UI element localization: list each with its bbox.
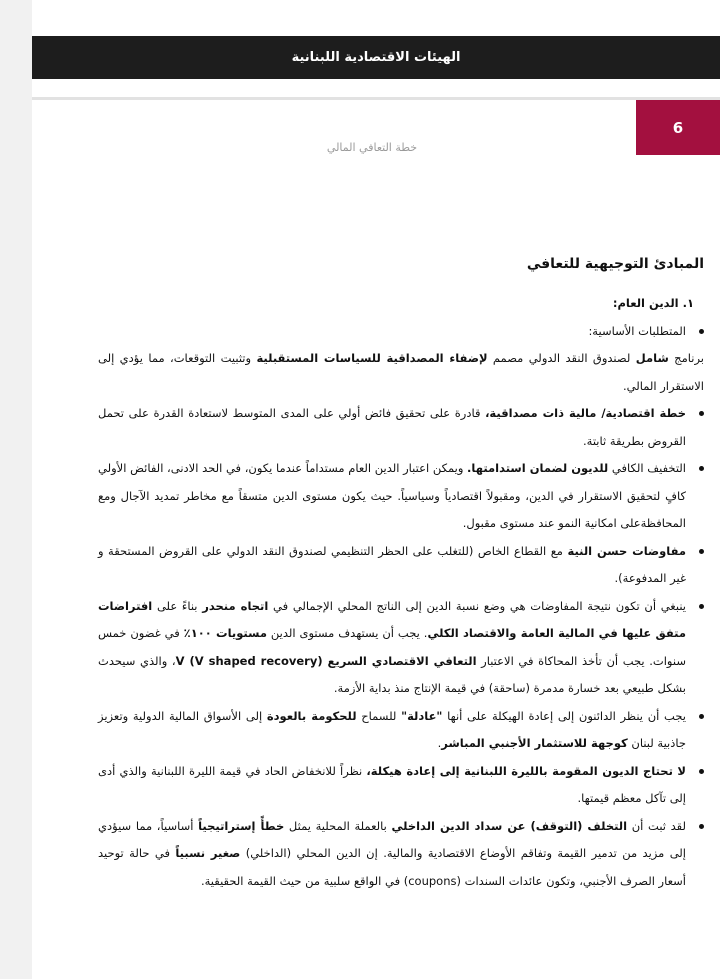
bold-text: اتجاه منحدر	[202, 598, 269, 613]
bold-text: لإضفاء المصداقية للسياسات المستقبلية	[256, 351, 488, 365]
bullet-icon	[699, 411, 704, 416]
text: التخفيف الكافي	[608, 461, 686, 475]
text: ويمكن اعتبار الدين العام مستداماً عندما يكون، في الحد الادنى، الفائض الأولي كافٍ لتحقيق الاستقرار في الدين، ومقبولاً اقتصادياً وسياسياً. حيث يكون مستوى الدين متسقاً مع مخاطر تمديد الآجال ومع المحافظةعلى امكانية النمو عند مستوى مقبول.	[98, 461, 686, 530]
bold-text: للحكومة بالعودة	[266, 708, 357, 723]
text: لقد ثبت أن	[627, 818, 686, 833]
bold-text: كوجهة للاستثمار الأجنبي المباشر	[441, 736, 628, 750]
document-page	[32, 0, 720, 979]
bold-text: خطة اقتصادية/ مالية ذات مصداقية،	[485, 406, 686, 420]
text: بناءً على	[152, 598, 203, 613]
bold-text: افتراضات متفق عليها في المالية العامة والاقتصاد الكلي	[98, 598, 686, 640]
list-item	[98, 703, 704, 758]
bold-text: للديون لضمان استدامتها.	[467, 461, 609, 475]
header-title: الهيئات الاقتصادية اللبنانية	[291, 50, 461, 65]
numbered-item-heading	[98, 290, 704, 318]
list-item	[98, 400, 704, 455]
bold-text: مستويات ١٠٠٪	[183, 626, 267, 640]
section-title: المبادئ التوجيهية للتعافي	[526, 256, 704, 272]
list-item	[98, 593, 704, 703]
text: ينبغي أن تكون نتيجة المفاوضات هي وضع نسبة الدين إلى الناتج المحلي الإجمالي في	[268, 598, 686, 613]
text: برنامج	[668, 351, 704, 365]
header-divider	[32, 97, 720, 100]
bold-text: خطأً إستراتيجياً	[198, 818, 285, 833]
list-item	[98, 813, 704, 896]
text: بالعملة المحلية يمثل	[284, 818, 392, 833]
item-number: ١.	[682, 296, 694, 310]
bullet-icon	[699, 604, 704, 609]
text: إلى الأسواق المالية الدولية وتعزيز جاذبية لبنان	[98, 708, 686, 750]
bullet-list	[98, 400, 704, 895]
bullet-icon	[699, 549, 704, 554]
item-heading-text: الدين العام:	[612, 296, 679, 310]
text: .	[437, 736, 442, 750]
document-subtitle: خطة التعافي المالي	[326, 141, 418, 154]
bullet-icon	[699, 769, 704, 774]
text: للسماح	[356, 708, 402, 723]
text: . يجب أن يستهدف مستوى الدين	[266, 626, 428, 640]
bullet-icon	[699, 714, 704, 719]
bullet-icon	[699, 466, 704, 471]
bold-text: مفاوضات حسن النية	[567, 543, 686, 558]
text: نظراً للانخفاض الحاد في قيمة الليرة اللبنانية والذي أدى إلى تآكل معظم قيمتها.	[98, 763, 686, 805]
list-item	[98, 455, 704, 538]
text: أساسياً، مما سيؤدي إلى مزيد من تدمير القيمة وتفاقم الأوضاع الاقتصادية والمالية. إن الدين المحلي (الداخلي)	[98, 818, 686, 860]
text: في غضون خمس سنوات. يجب أن تأخذ المحاكاة في الاعتبار	[98, 626, 686, 668]
content-body	[98, 250, 704, 895]
list-item	[98, 538, 704, 593]
page-number-badge	[636, 100, 720, 155]
bullet-icon	[699, 824, 704, 829]
text: في حالة توحيد أسعار الصرف الأجنبي، وتكون عائدات السندات (coupons) في الواقع سلبية من حيث القيمة الحقيقية.	[98, 846, 686, 888]
bold-text: التعافي الاقتصادي السريع (V shaped recovery) V	[175, 653, 477, 668]
list-item	[98, 318, 704, 346]
text: ، والذي سيحدث بشكل طبيعي بعد خسارة مدمرة (ساحقة) في قيمة الإنتاج منذ بداية الأزمة.	[98, 653, 686, 695]
text: قادرة على تحقيق فائض أولي على المدى المتوسط لاستعادة القدرة على تحمل القروض بطريقة ثابتة.	[98, 406, 686, 448]
text: مع القطاع الخاص (للتغلب على الحظر التنظيمي لصندوق النقد الدولي على القروض المستحقة و غير المدفوعة).	[98, 543, 686, 585]
text: يجب أن ينظر الدائنون إلى إعادة الهيكلة على أنها	[442, 708, 686, 723]
paragraph	[98, 345, 704, 400]
text: لصندوق النقد الدولي مصمم	[487, 351, 636, 365]
bullet-icon	[699, 329, 704, 334]
header-bar	[32, 36, 720, 79]
bullet-list	[98, 318, 704, 346]
bold-text: صغير نسبياً	[175, 846, 241, 860]
bold-text: "عادلة"	[401, 708, 443, 723]
bold-text: لا تحتاج الديون المقومة بالليرة اللبنانية إلى إعادة هيكلة،	[366, 763, 686, 778]
bold-text: شامل	[635, 351, 669, 365]
page-number: 6	[672, 118, 684, 137]
bold-text: التخلف (التوقف) عن سداد الدين الداخلي	[391, 818, 628, 833]
list-item	[98, 758, 704, 813]
text: المتطلبات الأساسية:	[588, 323, 686, 338]
text: وتثبيت التوقعات، مما يؤدي إلى الاستقرار المالي.	[98, 351, 704, 393]
